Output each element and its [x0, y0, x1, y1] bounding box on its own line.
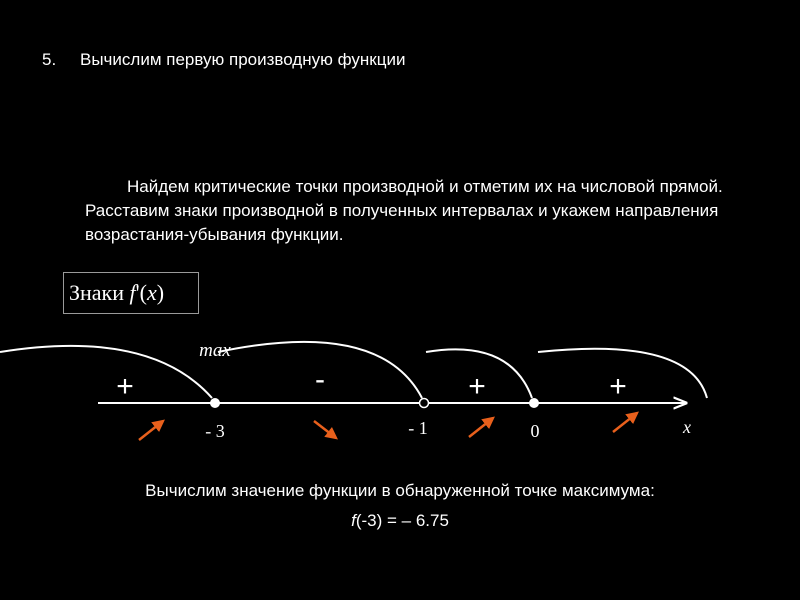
step-heading — [42, 50, 405, 70]
step-number: 5. — [42, 50, 57, 69]
max-value-formula — [0, 506, 800, 536]
point-label-minus-3: - 3 — [205, 421, 225, 441]
increasing-arrow-icon — [469, 418, 493, 437]
signs-prefix: Знаки — [69, 280, 125, 305]
interval-sign-3: + — [468, 370, 486, 403]
axis-label-x: x — [683, 417, 691, 437]
signs-close-paren: ) — [156, 280, 165, 305]
instruction-paragraph — [85, 175, 745, 247]
formula-f: f — [351, 511, 356, 530]
signs-prime: ' — [135, 280, 140, 305]
point-label-0: 0 — [530, 421, 540, 441]
increasing-arrow-icon — [139, 421, 163, 440]
critical-point-minus-3 — [210, 398, 220, 408]
interval-sign-1: + — [116, 370, 134, 403]
derivative-signs-box — [63, 272, 199, 314]
paragraph-text: Найдем критические точки производной и отметим их на числовой прямой. Расставим знаки производной в полученных интервалах и укажем направления возрастания-убывания функции. — [85, 177, 723, 244]
signs-f: f — [129, 280, 136, 305]
decreasing-arrow-icon — [314, 421, 336, 438]
max-label: max — [199, 340, 231, 361]
conclusion — [0, 476, 800, 536]
increasing-arrow-icon — [613, 413, 637, 432]
conclusion-text: Вычислим значение функции в обнаруженной точке максимума: — [145, 481, 655, 500]
formula-rest: (-3) = – 6.75 — [355, 511, 449, 530]
point-label-minus-1: - 1 — [408, 418, 428, 438]
critical-point-0 — [529, 398, 539, 408]
interval-arc-1 — [0, 346, 212, 398]
interval-sign-4: + — [609, 370, 627, 403]
signs-open-paren: ( — [139, 280, 147, 305]
critical-point-minus-1 — [420, 399, 429, 408]
signs-x: x — [146, 280, 157, 305]
number-line-diagram — [0, 330, 800, 450]
step-text: Вычислим первую производную функции — [80, 50, 406, 69]
interval-sign-2: - — [315, 363, 325, 396]
